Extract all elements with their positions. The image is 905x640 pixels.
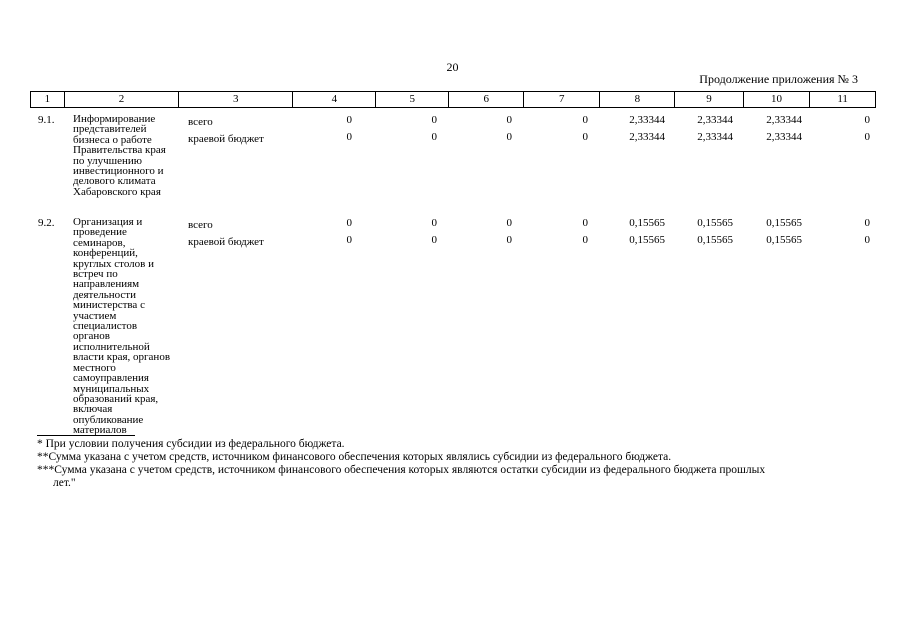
value-col6: 0 (506, 234, 512, 246)
value-col6: 0 (506, 217, 512, 229)
value-col11: 0 (864, 114, 870, 126)
header-row (31, 92, 876, 108)
header-col-8: 8 (600, 92, 675, 108)
line-regional-budget (188, 131, 264, 147)
value-col11: 0 (864, 131, 870, 143)
footnotes (37, 438, 867, 490)
value-col7: 0 (582, 217, 588, 229)
page-number: 20 (446, 60, 459, 74)
row-number: 9.1. (38, 114, 55, 126)
value-col10: 2,33344 (766, 131, 802, 143)
value-col8: 0,15565 (629, 234, 665, 246)
line-label: краевой бюджет (188, 236, 264, 248)
line-total (188, 114, 213, 130)
footnote-divider (37, 435, 135, 436)
value-col9: 2,33344 (697, 114, 733, 126)
line-label: всего (188, 219, 213, 231)
value-col7: 0 (582, 114, 588, 126)
value-col9: 0,15565 (697, 234, 733, 246)
value-col6: 0 (506, 131, 512, 143)
value-col10: 0,15565 (766, 217, 802, 229)
value-col7: 0 (582, 131, 588, 143)
value-col10: 2,33344 (766, 114, 802, 126)
row-number: 9.2. (38, 217, 55, 229)
value-col10: 0,15565 (766, 234, 802, 246)
footnote-3: ***Сумма указана с учетом средств, источником финансового обеспечения которых являются остатки субсидии из федерального бюджета прошлых (37, 464, 766, 476)
value-col8: 0,15565 (629, 217, 665, 229)
value-col5: 0 (431, 114, 437, 126)
header-col-9: 9 (675, 92, 743, 108)
value-col8: 2,33344 (629, 114, 665, 126)
line-regional-budget (188, 234, 264, 250)
header-col-7: 7 (524, 92, 600, 108)
header-col-11: 11 (810, 92, 876, 108)
value-col5: 0 (431, 234, 437, 246)
footnote-2: **Сумма указана с учетом средств, источником финансового обеспечения которых являлись субсидии из федерального бюджета. (37, 451, 672, 463)
continuation-label: Продолжение приложения № 3 (699, 72, 858, 86)
value-col6: 0 (506, 114, 512, 126)
value-col5: 0 (431, 131, 437, 143)
header-col-2: 2 (64, 92, 178, 108)
row-description: Организация и проведение семинаров, конференций, круглых столов и встреч по направлениям деятельности министерства с участием специалистов органов исполнительной власти края, органов местного самоуправления муниципальных образований края, включая опубликование материалов (73, 216, 171, 437)
value-col11: 0 (864, 234, 870, 246)
column-header-table (30, 91, 876, 108)
header-col-4: 4 (293, 92, 376, 108)
value-col4: 0 (346, 114, 352, 126)
value-col5: 0 (431, 217, 437, 229)
header-col-6: 6 (449, 92, 524, 108)
header-col-1: 1 (31, 92, 65, 108)
header-col-10: 10 (743, 92, 810, 108)
value-col9: 2,33344 (697, 131, 733, 143)
footnote-3-continuation: лет." (53, 477, 76, 489)
value-col4: 0 (346, 217, 352, 229)
footnote-1: * При условии получения субсидии из федерального бюджета. (37, 438, 345, 450)
header-col-3: 3 (179, 92, 293, 108)
value-col11: 0 (864, 217, 870, 229)
line-label: краевой бюджет (188, 133, 264, 145)
value-col9: 0,15565 (697, 217, 733, 229)
value-col8: 2,33344 (629, 131, 665, 143)
header-col-5: 5 (376, 92, 449, 108)
line-total (188, 217, 213, 233)
value-col7: 0 (582, 234, 588, 246)
value-col4: 0 (346, 131, 352, 143)
line-label: всего (188, 116, 213, 128)
row-description: Информирование представителей бизнеса о работе Правительства края по улучшению инвестиционного и делового климата Хабаровского края (73, 113, 166, 198)
value-col4: 0 (346, 234, 352, 246)
